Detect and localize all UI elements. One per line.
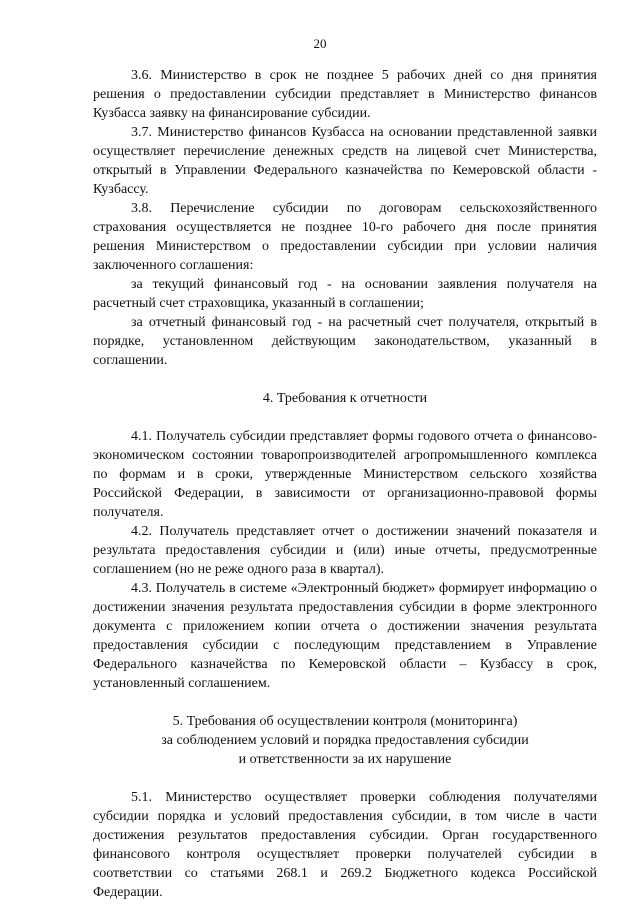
section-5-heading-line-1: 5. Требования об осуществлении контроля (мониторинга)	[172, 714, 518, 729]
section-5-heading-line-2: за соблюдением условий и порядка предоставления субсидии	[161, 733, 529, 748]
paragraph-5-1: 5.1. Министерство осуществляет проверки соблюдения получателями субсидии порядка и условий предоставления субсидии, в том числе в части достижения результатов предоставления субсидии. Орган государственного финансового контроля осуществляет проверки получателей субсидии в соответствии со статьями 268.1 и 269.2 Бюджетного кодекса Российской Федерации.	[93, 790, 597, 900]
document-body	[93, 66, 597, 902]
paragraph-3-8-current-year: за текущий финансовый год - на основании заявления получателя на расчетный счет страховщика, указанный в соглашении;	[93, 277, 597, 311]
paragraph-3-8: 3.8. Перечисление субсидии по договорам сельскохозяйственного страхования осуществляется не позднее 10-го рабочего дня после принятия решения Министерством о предоставлении субсидии при условии наличия заключенного соглашения:	[93, 201, 597, 273]
paragraph-3-7: 3.7. Министерство финансов Кузбасса на основании представленной заявки осуществляет перечисление денежных средств на лицевой счет Министерства, открытый в Управлении Федерального казначейства по Кемеровской области - Кузбассу.	[93, 125, 597, 197]
section-5-heading	[93, 712, 597, 769]
paragraph-4-3: 4.3. Получатель в системе «Электронный бюджет» формирует информацию о достижении значения результата предоставления субсидии в форме электронного документа с приложением копии отчета о достижении значения результата предоставления субсидии с последующим представлением в Управление Федерального казначейства по Кемеровской области – Кузбассу в срок, установленный соглашением.	[93, 581, 597, 691]
paragraph-3-6: 3.6. Министерство в срок не позднее 5 рабочих дней со дня принятия решения о предоставлении субсидии представляет в Министерство финансов Кузбасса заявку на финансирование субсидии.	[93, 68, 597, 121]
section-5-heading-line-3: и ответственности за их нарушение	[238, 752, 452, 767]
paragraph-3-8-reporting-year: за отчетный финансовый год - на расчетный счет получателя, открытый в порядке, установленном действующим законодательством, указанный в соглашении.	[93, 315, 597, 368]
page-number: 20	[313, 36, 327, 51]
paragraph-4-2: 4.2. Получатель представляет отчет о достижении значений показателя и результата предоставления субсидии и (или) иные отчеты, предусмотренные соглашением (но не реже одного раза в квартал).	[93, 524, 597, 577]
paragraph-4-1: 4.1. Получатель субсидии представляет формы годового отчета о финансово-экономическом состоянии товаропроизводителей агропромышленного комплекса по формам и в сроки, утвержденные Министерством сельского хозяйства Российской Федерации, в зависимости от организационно-правовой формы получателя.	[93, 429, 597, 520]
section-4-heading: 4. Требования к отчетности	[262, 391, 428, 406]
